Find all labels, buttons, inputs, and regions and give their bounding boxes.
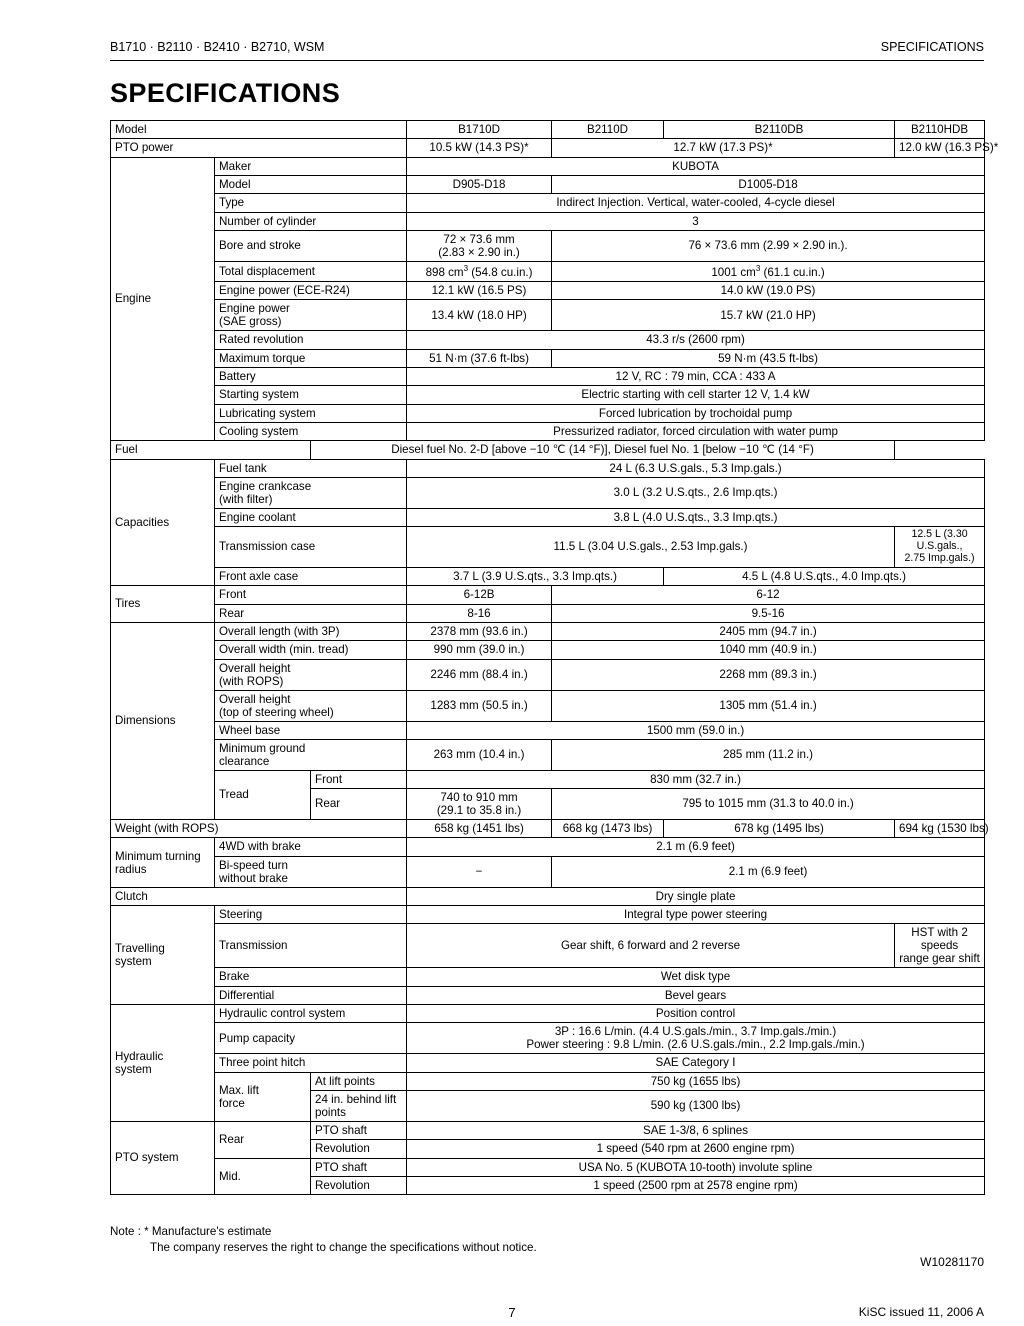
header-divider [110, 60, 984, 61]
note-line-2: The company reserves the right to change the specifications without notice. [150, 1240, 537, 1254]
header-left-text: B1710 · B2110 · B2410 · B2710, WSM [110, 40, 325, 54]
row-label-bore-stroke: Bore and stroke [215, 230, 407, 261]
row-label-crankcase-line1: Engine crankcase [219, 480, 312, 494]
weight-b2110db: 678 kg (1495 lbs) [664, 820, 895, 838]
table-row [111, 527, 985, 568]
lubricating-system-value: Forced lubrication by trochoidal pump [407, 404, 985, 422]
table-row [111, 567, 985, 585]
row-label-max-lift-force-line2: force [219, 1096, 245, 1110]
tread-rear-b2110: 795 to 1015 mm (31.3 to 40.0 in.) [552, 789, 985, 820]
header-right-text: SPECIFICATIONS [880, 40, 984, 54]
row-label-tread-rear: Rear [311, 789, 407, 820]
table-row [111, 820, 985, 838]
displacement-b2110-num: 1001 cm [711, 265, 756, 279]
table-header-row [111, 121, 985, 139]
battery-value: 12 V, RC : 79 min, CCA : 433 A [407, 368, 985, 386]
displacement-b1710d-num: 898 cm [425, 265, 464, 279]
row-label-power-sae-line2: (SAE gross) [219, 315, 282, 329]
tire-rear-b2110: 9.5-16 [552, 604, 985, 622]
tire-front-b2110: 6-12 [552, 586, 985, 604]
row-label-max-torque: Maximum torque [215, 349, 407, 367]
row-label-pto-power: PTO power [111, 139, 407, 157]
row-label-engine-type: Type [215, 194, 407, 212]
page-number: 7 [508, 1305, 516, 1320]
table-row [111, 887, 985, 905]
fuel-tank-value: 24 L (6.3 U.S.gals., 5.3 Imp.gals.) [407, 459, 985, 477]
table-row [111, 1054, 985, 1072]
row-label-displacement: Total displacement [215, 261, 407, 281]
table-row [111, 194, 985, 212]
row-label-fuel-tank: Fuel tank [215, 459, 407, 477]
specifications-table [110, 120, 999, 1195]
row-label-battery: Battery [215, 368, 407, 386]
bore-stroke-b1710d-line1: 72 × 73.6 mm [443, 232, 515, 246]
front-axle-left: 3.7 L (3.9 U.S.qts., 3.3 Imp.qts.) [407, 567, 664, 585]
clutch-value: Dry single plate [407, 887, 985, 905]
table-row [111, 404, 985, 422]
overall-width-b1710d: 990 mm (39.0 in.) [407, 641, 552, 659]
row-label-4wd-with-brake: 4WD with brake [215, 838, 407, 856]
table-row [111, 509, 985, 527]
row-label-overall-width: Overall width (min. tread) [215, 641, 407, 659]
group-label-capacities: Capacities [111, 459, 215, 586]
table-row [111, 690, 985, 721]
row-label-cooling-system: Cooling system [215, 423, 407, 441]
table-row [111, 968, 985, 986]
table-row [111, 300, 985, 331]
row-label-power-ece: Engine power (ECE-R24) [215, 282, 407, 300]
table-row [111, 386, 985, 404]
table-row [111, 739, 985, 770]
row-label-transmission-case: Transmission case [215, 527, 407, 568]
at-lift-points-value: 750 kg (1655 lbs) [407, 1072, 985, 1090]
4wd-with-brake-value: 2.1 m (6.9 feet) [407, 838, 985, 856]
page-header [110, 40, 984, 54]
row-label-max-lift-force-line1: Max. lift [219, 1083, 259, 1097]
fuel-value: Diesel fuel No. 2-D [above −10 ℃ (14 °F)], Diesel fuel No. 1 [below −10 ℃ (14 °F) [311, 441, 895, 459]
transmission-right-line2: range gear shift [899, 952, 980, 966]
table-row [111, 906, 985, 924]
transmission-case-left: 11.5 L (3.04 U.S.gals., 2.53 Imp.gals.) [407, 527, 895, 568]
row-label-min-ground-clearance-line2: clearance [219, 754, 270, 768]
table-row [111, 1121, 985, 1139]
col-header-b2110db: B2110DB [664, 121, 895, 139]
group-label-pto-system: PTO system [111, 1121, 215, 1194]
group-label-hydraulic-system [111, 1004, 215, 1121]
steering-value: Integral type power steering [407, 906, 985, 924]
pto-power-b2110hdb: 12.0 kW (16.3 PS)* [895, 139, 985, 157]
table-row [111, 282, 985, 300]
rear-pto-shaft-value: SAE 1-3/8, 6 splines [407, 1121, 985, 1139]
row-label-bispeed-turn-line1: Bi-speed turn [219, 858, 288, 872]
three-point-hitch-value: SAE Category Ⅰ [407, 1054, 985, 1072]
engine-type-value: Indirect Injection. Vertical, water-cooled, 4-cycle diesel [407, 194, 985, 212]
displacement-b2110-sup: 3 [755, 263, 761, 273]
wheel-base-value: 1500 mm (59.0 in.) [407, 721, 985, 739]
row-label-overall-height-rops [215, 659, 407, 690]
transmission-left: Gear shift, 6 forward and 2 reverse [407, 924, 895, 968]
table-row [111, 368, 985, 386]
row-label-overall-height-steering-line2: (top of steering wheel) [219, 705, 334, 719]
pump-capacity-line2: Power steering : 9.8 L/min. (2.6 U.S.gals./min., 2.2 Imp.gals./min.) [526, 1038, 865, 1052]
row-label-pump-capacity: Pump capacity [215, 1023, 407, 1054]
table-row [111, 622, 985, 640]
hydraulic-control-value: Position control [407, 1004, 985, 1022]
bispeed-turn-b2110: 2.1 m (6.9 feet) [552, 856, 985, 887]
row-label-three-point-hitch: Three point hitch [215, 1054, 407, 1072]
issued-note: KiSC issued 11, 2006 A [858, 1305, 984, 1319]
engine-model-b1710d: D905-D18 [407, 175, 552, 193]
row-label-crankcase-line2: (with filter) [219, 493, 273, 507]
weight-b2110d: 668 kg (1473 lbs) [552, 820, 664, 838]
weight-b2110hdb: 694 kg (1530 lbs) [895, 820, 985, 838]
row-label-overall-height-rops-line2: (with ROPS) [219, 674, 284, 688]
group-label-travelling-system-line1: Travelling [115, 942, 165, 956]
row-label-min-ground-clearance [215, 739, 407, 770]
row-label-steering: Steering [215, 906, 407, 924]
row-label-maker: Maker [215, 157, 407, 175]
rated-revolution-value: 43.3 r/s (2600 rpm) [407, 331, 985, 349]
table-row [111, 423, 985, 441]
displacement-b1710d-sup: 3 [463, 263, 469, 273]
tread-rear-b1710d-line1: 740 to 910 mm [440, 791, 518, 805]
tread-rear-b1710d-line2: (29.1 to 35.8 in.) [436, 804, 522, 818]
displacement-b1710d [407, 261, 552, 281]
max-torque-b1710d: 51 N·m (37.6 ft-lbs) [407, 349, 552, 367]
row-label-at-lift-points: At lift points [311, 1072, 407, 1090]
bispeed-turn-b1710d: − [407, 856, 552, 887]
row-label-overall-height-steering [215, 690, 407, 721]
row-label-tire-rear: Rear [215, 604, 407, 622]
pump-capacity-line1: 3P : 16.6 L/min. (4.4 U.S.gals./min., 3.7 Imp.gals./min.) [554, 1025, 837, 1039]
group-label-min-turning-radius-line2: radius [115, 862, 147, 876]
min-ground-clearance-b1710d: 263 mm (10.4 in.) [407, 739, 552, 770]
table-row [111, 261, 985, 281]
overall-height-rops-b2110: 2268 mm (89.3 in.) [552, 659, 985, 690]
row-label-differential: Differential [215, 986, 407, 1004]
row-label-bispeed-turn-line2: without brake [219, 871, 288, 885]
row-label-behind-lift-points [311, 1090, 407, 1121]
transmission-right [895, 924, 985, 968]
table-row [111, 641, 985, 659]
group-label-hydraulic-system-line1: Hydraulic [115, 1049, 164, 1063]
row-label-tread-front: Front [311, 770, 407, 788]
table-row [111, 441, 985, 459]
pump-capacity-value [407, 1023, 985, 1054]
table-row [111, 478, 985, 509]
table-row [111, 1072, 985, 1090]
row-label-rear-pto-shaft: PTO shaft [311, 1121, 407, 1139]
group-label-min-turning-radius [111, 838, 215, 887]
brake-value: Wet disk type [407, 968, 985, 986]
row-label-rear-revolution: Revolution [311, 1140, 407, 1158]
power-sae-b1710d: 13.4 kW (18.0 HP) [407, 300, 552, 331]
table-row [111, 157, 985, 175]
document-code: W10281170 [920, 1255, 984, 1269]
row-label-crankcase [215, 478, 407, 509]
group-label-min-turning-radius-line1: Minimum turning [115, 849, 201, 863]
bore-stroke-b1710d [407, 230, 552, 261]
group-label-travelling-system-line2: system [115, 955, 152, 969]
specifications-table-wrapper [110, 120, 999, 1195]
table-row [111, 139, 985, 157]
row-label-overall-height-rops-line1: Overall height [219, 661, 291, 675]
row-label-behind-lift-points-line2: points [315, 1105, 346, 1119]
min-ground-clearance-b2110: 285 mm (11.2 in.) [552, 739, 985, 770]
table-row [111, 212, 985, 230]
col-header-b2110d: B2110D [552, 121, 664, 139]
row-label-behind-lift-points-line1: 24 in. behind lift [315, 1092, 397, 1106]
col-header-b2110hdb: B2110HDB [895, 121, 985, 139]
table-row [111, 924, 985, 968]
transmission-case-right [895, 527, 985, 568]
row-label-lubricating-system: Lubricating system [215, 404, 407, 422]
transmission-right-line1: HST with 2 speeds [911, 926, 968, 953]
front-axle-right: 4.5 L (4.8 U.S.qts., 4.0 Imp.qts.) [664, 567, 985, 585]
tread-rear-b1710d [407, 789, 552, 820]
transmission-case-right-line2: 2.75 Imp.gals.) [904, 552, 975, 565]
col-header-b1710d: B1710D [407, 121, 552, 139]
starting-system-value: Electric starting with cell starter 12 V, 1.4 kW [407, 386, 985, 404]
group-label-tires: Tires [111, 586, 215, 623]
row-label-pto-rear: Rear [215, 1121, 311, 1158]
group-label-travelling-system [111, 906, 215, 1005]
crankcase-value: 3.0 L (3.2 U.S.qts., 2.6 Imp.qts.) [407, 478, 985, 509]
engine-coolant-value: 3.8 L (4.0 U.S.qts., 3.3 Imp.qts.) [407, 509, 985, 527]
overall-length-b2110: 2405 mm (94.7 in.) [552, 622, 985, 640]
row-label-cylinders: Number of cylinder [215, 212, 407, 230]
table-row [111, 175, 985, 193]
row-label-transmission: Transmission [215, 924, 407, 968]
table-row [111, 721, 985, 739]
power-ece-b2110: 14.0 kW (19.0 PS) [552, 282, 985, 300]
behind-lift-points-value: 590 kg (1300 lbs) [407, 1090, 985, 1121]
group-label-dimensions: Dimensions [111, 622, 215, 819]
row-label-power-sae-line1: Engine power [219, 302, 290, 316]
overall-length-b1710d: 2378 mm (93.6 in.) [407, 622, 552, 640]
table-row [111, 331, 985, 349]
table-row [111, 770, 985, 788]
table-row [111, 659, 985, 690]
table-row [111, 604, 985, 622]
cooling-system-value: Pressurized radiator, forced circulation with water pump [407, 423, 985, 441]
overall-height-rops-b1710d: 2246 mm (88.4 in.) [407, 659, 552, 690]
row-label-brake: Brake [215, 968, 407, 986]
overall-width-b2110: 1040 mm (40.9 in.) [552, 641, 985, 659]
table-row [111, 838, 985, 856]
row-label-fuel: Fuel [111, 441, 311, 459]
differential-value: Bevel gears [407, 986, 985, 1004]
col-header-model: Model [111, 121, 407, 139]
engine-maker-value: KUBOTA [407, 157, 985, 175]
group-label-hydraulic-system-line2: system [115, 1062, 152, 1076]
tread-front-value: 830 mm (32.7 in.) [407, 770, 985, 788]
note-line-1: Note : * Manufacture's estimate [110, 1225, 272, 1238]
row-label-rated-revolution: Rated revolution [215, 331, 407, 349]
row-label-min-ground-clearance-line1: Minimum ground [219, 741, 306, 755]
table-row [111, 586, 985, 604]
pto-power-b2110d-db: 12.7 kW (17.3 PS)* [552, 139, 895, 157]
row-label-mid-pto-shaft: PTO shaft [311, 1158, 407, 1176]
row-label-engine-coolant: Engine coolant [215, 509, 407, 527]
transmission-case-right-line1: 12.5 L (3.30 U.S.gals., [911, 528, 968, 553]
engine-cylinders-value: 3 [407, 212, 985, 230]
mid-revolution-value: 1 speed (2500 rpm at 2578 engine rpm) [407, 1176, 985, 1194]
row-label-weight: Weight (with ROPS) [111, 820, 407, 838]
engine-model-b2110: D1005-D18 [552, 175, 985, 193]
mid-pto-shaft-value: USA No. 5 (KUBOTA 10-tooth) involute spline [407, 1158, 985, 1176]
tire-rear-b1710d: 8-16 [407, 604, 552, 622]
overall-height-steering-b2110: 1305 mm (51.4 in.) [552, 690, 985, 721]
pto-power-b1710d: 10.5 kW (14.3 PS)* [407, 139, 552, 157]
power-sae-b2110: 15.7 kW (21.0 HP) [552, 300, 985, 331]
row-label-overall-height-steering-line1: Overall height [219, 692, 291, 706]
row-label-bispeed-turn [215, 856, 407, 887]
row-label-max-lift-force [215, 1072, 311, 1121]
row-label-clutch: Clutch [111, 887, 407, 905]
row-label-pto-mid: Mid. [215, 1158, 311, 1195]
overall-height-steering-b1710d: 1283 mm (50.5 in.) [407, 690, 552, 721]
bore-stroke-b1710d-line2: (2.83 × 2.90 in.) [438, 245, 520, 259]
table-row [111, 349, 985, 367]
row-label-front-axle-case: Front axle case [215, 567, 407, 585]
row-label-starting-system: Starting system [215, 386, 407, 404]
row-label-tire-front: Front [215, 586, 407, 604]
table-row [111, 1158, 985, 1176]
table-notes [110, 1224, 537, 1255]
group-label-engine: Engine [111, 157, 215, 441]
row-label-engine-model: Model [215, 175, 407, 193]
table-row [111, 1004, 985, 1022]
row-label-wheel-base: Wheel base [215, 721, 407, 739]
displacement-b1710d-rest: (54.8 cu.in.) [468, 265, 533, 279]
power-ece-b1710d: 12.1 kW (16.5 PS) [407, 282, 552, 300]
row-label-overall-length: Overall length (with 3P) [215, 622, 407, 640]
row-label-power-sae [215, 300, 407, 331]
table-row [111, 1023, 985, 1054]
row-label-tread: Tread [215, 770, 311, 819]
table-row [111, 459, 985, 477]
row-label-hydraulic-control: Hydraulic control system [215, 1004, 407, 1022]
row-label-mid-revolution: Revolution [311, 1176, 407, 1194]
table-row [111, 230, 985, 261]
tire-front-b1710d: 6-12B [407, 586, 552, 604]
table-row [111, 856, 985, 887]
max-torque-b2110: 59 N·m (43.5 ft-lbs) [552, 349, 985, 367]
page-title: SPECIFICATIONS [110, 78, 341, 108]
weight-b1710d: 658 kg (1451 lbs) [407, 820, 552, 838]
rear-revolution-value: 1 speed (540 rpm at 2600 engine rpm) [407, 1140, 985, 1158]
displacement-b2110 [552, 261, 985, 281]
table-row [111, 986, 985, 1004]
bore-stroke-b2110: 76 × 73.6 mm (2.99 × 2.90 in.). [552, 230, 985, 261]
displacement-b2110-rest: (61.1 cu.in.) [760, 265, 825, 279]
